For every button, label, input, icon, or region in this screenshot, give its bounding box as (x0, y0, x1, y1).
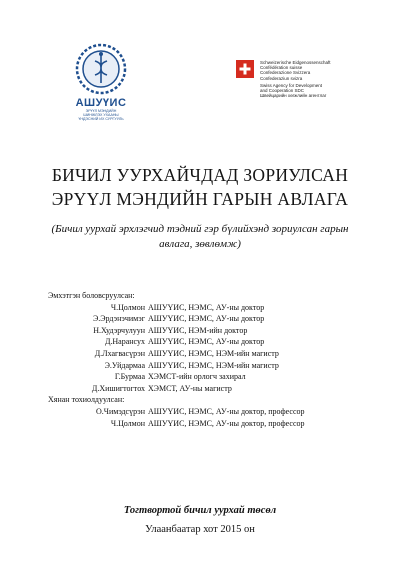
credit-row (48, 325, 305, 337)
credit-row (48, 360, 305, 372)
university-emblem-icon (75, 43, 127, 95)
credit-name: Э.Эрдэнэчимэг (92, 314, 145, 324)
credit-row (48, 418, 305, 430)
credit-affiliation: АШУҮИС, НЭМС, АУ-ны доктор, профессор (148, 418, 305, 428)
credits-block (48, 290, 305, 429)
swiss-line: Confederazione Svizzera (260, 70, 311, 76)
credit-row (48, 383, 305, 395)
credit-row (48, 313, 305, 325)
credit-affiliation: АШУҮИС, НЭМС, НЭМ-ийн магистр (148, 360, 279, 370)
credit-name: Ч.Цолмон (110, 302, 145, 312)
title-line-1: БИЧИЛ УУРХАЙЧДАД ЗОРИУЛСАН (51, 165, 349, 185)
ashuuis-logo (66, 43, 136, 122)
credit-row (48, 302, 305, 314)
credit-row (48, 348, 305, 360)
swiss-line: Confederaziun svizra (260, 75, 303, 81)
swiss-line: and Cooperation SDC (260, 88, 305, 94)
credit-affiliation: АШУҮИС, НЭМС, АУ-ны доктор (148, 302, 265, 312)
credit-name: Д.Нарансух (104, 337, 145, 347)
credit-affiliation: АШУҮИС, НЭМС, АУ-ны доктор (148, 314, 265, 324)
credit-name: Ч.Цолмон (110, 418, 145, 428)
swiss-agency-text (260, 60, 331, 98)
credit-affiliation: АШУҮИС, НЭМ-ийн доктор (148, 325, 248, 335)
logo-name: АШУҮИС (75, 97, 127, 109)
document-title (0, 163, 400, 211)
credit-name: Д.Лхагвасүрэн (94, 348, 145, 358)
credit-affiliation: АШУҮИС, НЭМС, АУ-ны доктор (148, 337, 265, 347)
place-year: Улаанбаатар хот 2015 он (145, 524, 255, 535)
swiss-flag-icon (236, 60, 254, 78)
compilers-header: Эмхэтгэн боловсруулсан: (48, 291, 135, 300)
credit-affiliation: АШУҮИС, НЭМС, АУ-ны доктор, профессор (148, 406, 305, 416)
credit-name: Д.Хишигтогтох (91, 383, 145, 393)
logo-subtitle-line: ҮНДЭСНИЙ ИХ СУРГУУЛЬ (78, 117, 124, 122)
project-name: Тогтвортой бичил уурхай төсөл (123, 505, 277, 516)
credit-name: Э.Уйдармаа (104, 360, 145, 370)
credit-row (48, 371, 305, 383)
swiss-line: Schweizerische Eidgenossenschaft (260, 60, 331, 65)
logo-subtitle-line: ЭРҮҮЛ МЭНДИЙН (85, 109, 117, 113)
credit-name: Г.Бурмаа (114, 372, 145, 382)
document-subtitle: (Бичил уурхай эрхлэгчид тэдний гэр бүлийхэнд зориулсан гарын авлага, зөвлөмж) (51, 223, 349, 250)
logo-subtitle (66, 109, 136, 122)
credit-affiliation: ХЭМСТ-ийн орлогч захирал (148, 372, 246, 382)
logo-subtitle-line: ШИНЖЛЭХ УХААНЫ (83, 113, 119, 118)
credit-affiliation: ХЭМСТ, АУ-ны магистр (148, 383, 232, 393)
credit-row (48, 406, 305, 418)
swiss-line: Confédération suisse (260, 65, 303, 71)
title-line-2: ЭРҮҮЛ МЭНДИЙН ГАРЫН АВЛАГА (51, 189, 349, 209)
swiss-line: Швейцарийн хөгжлийн агентлаг (260, 93, 327, 99)
credit-name: Н.Худэрчулуун (93, 325, 145, 335)
credit-name: О.Чимэдсүрэн (96, 406, 145, 416)
reviewers-header: Хянан тохиолдуулсан: (48, 395, 125, 405)
credit-row (48, 336, 305, 348)
credit-affiliation: АШУҮИС, НЭМС, НЭМ-ийн магистр (148, 348, 279, 358)
swiss-line: Swiss Agency for Development (260, 82, 323, 88)
